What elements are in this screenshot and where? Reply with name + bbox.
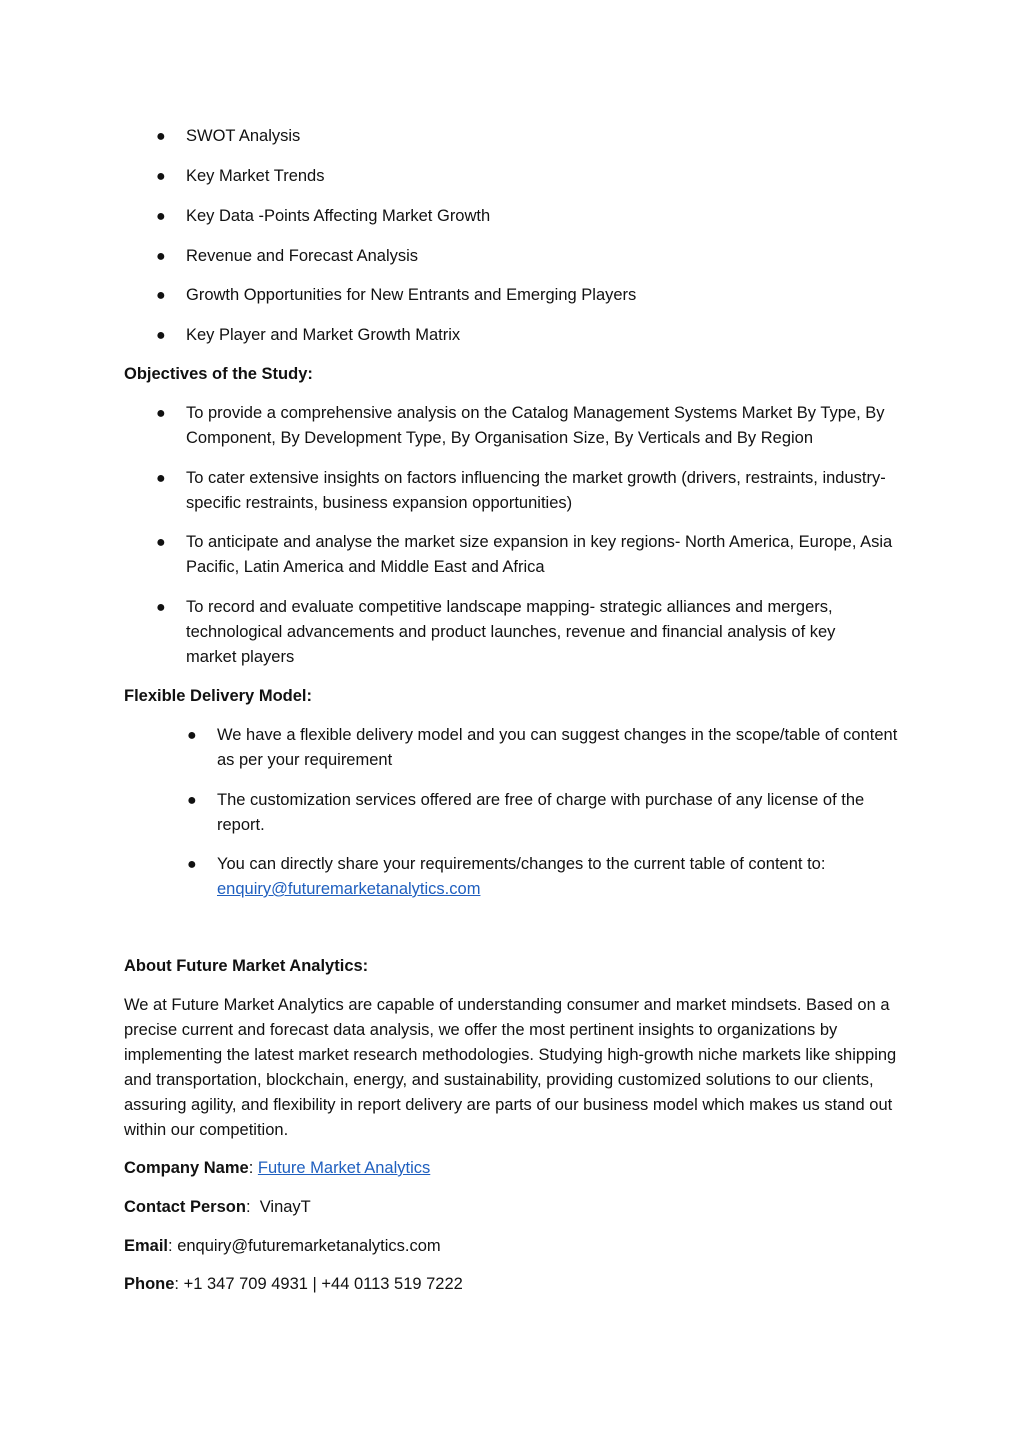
- contact-person-label: Contact Person: [124, 1198, 246, 1216]
- list-item-text: Revenue and Forecast Analysis: [186, 247, 419, 265]
- list-item: [187, 852, 857, 902]
- list-item: [156, 124, 906, 149]
- list-item-text: Key Data -Points Affecting Market Growth: [186, 207, 491, 225]
- email-line: Email: enquiry@futuremarketanalytics.com: [124, 1237, 441, 1255]
- list-item-text: To anticipate and analyse the market size expansion in key regions- North America, Europe, Asia Pacific, Latin America and Middle East and Africa: [186, 533, 893, 576]
- company-name-link[interactable]: Future Market Analytics: [257, 1159, 431, 1177]
- list-item-text: To record and evaluate competitive landscape mapping- strategic alliances and mergers, technological advancements and product launches, revenue and financial analysis of key market players: [186, 598, 836, 666]
- list-item: [156, 164, 906, 189]
- email-value: enquiry@futuremarketanalytics.com: [177, 1237, 441, 1255]
- bullet-icon: ●: [187, 792, 197, 809]
- list-item: [156, 204, 906, 229]
- phone-value: +1 347 709 4931 | +44 0113 519 7222: [183, 1275, 463, 1293]
- about-paragraph: We at Future Market Analytics are capable of understanding consumer and market mindsets. Based on a precise current and forecast data analysis, we offer the most pertinent insights to organizations by implementing the latest market research methodologies. Studying high-growth niche markets like shipping and transportation, blockchain, energy, and sustainability, providing customized solutions to our clients, assuring agility, and flexibility in report delivery are parts of our business model which makes us stand out within our competition.: [124, 996, 897, 1139]
- company-name-label: Company Name: [124, 1159, 249, 1177]
- about-heading: About Future Market Analytics:: [124, 957, 369, 975]
- phone-line: Phone: +1 347 709 4931 | +44 0113 519 7222: [124, 1275, 463, 1293]
- bullet-icon: ●: [156, 405, 166, 422]
- list-item-text: Key Market Trends: [186, 167, 325, 185]
- list-item: [156, 283, 906, 308]
- list-item: [156, 595, 886, 670]
- list-item-text: Growth Opportunities for New Entrants and Emerging Players: [186, 286, 637, 304]
- list-item-text: SWOT Analysis: [186, 127, 301, 145]
- delivery-heading: Flexible Delivery Model:: [124, 687, 312, 705]
- contact-person-value: VinayT: [259, 1198, 311, 1216]
- list-item-text: Key Player and Market Growth Matrix: [186, 326, 461, 344]
- bullet-icon: ●: [187, 856, 197, 873]
- list-item-text: We have a flexible delivery model and you can suggest changes in the scope/table of content as per your requirement: [217, 726, 898, 769]
- bullet-icon: ●: [156, 128, 166, 145]
- phone-label: Phone: [124, 1275, 175, 1293]
- list-item: [187, 723, 907, 773]
- bullet-icon: ●: [156, 208, 166, 225]
- list-item: [156, 244, 906, 269]
- list-item-text: The customization services offered are free of charge with purchase of any license of the report.: [217, 791, 865, 834]
- contact-person-line: Contact Person: VinayT: [124, 1198, 311, 1216]
- list-item-text: To provide a comprehensive analysis on the Catalog Management Systems Market By Type, By Component, By Development Type, By Organisation Size, By Verticals and By Region: [186, 404, 885, 447]
- bullet-icon: ●: [156, 248, 166, 265]
- bullet-icon: ●: [156, 287, 166, 304]
- objectives-heading: Objectives of the Study:: [124, 365, 313, 383]
- list-item: [156, 323, 906, 348]
- bullet-icon: ●: [156, 327, 166, 344]
- bullet-icon: ●: [187, 727, 197, 744]
- bullet-icon: ●: [156, 534, 166, 551]
- bullet-icon: ●: [156, 470, 166, 487]
- bullet-icon: ●: [156, 599, 166, 616]
- list-item: [156, 401, 906, 451]
- company-name-line: Company Name: Future Market Analytics: [124, 1159, 431, 1177]
- list-item: [156, 466, 886, 516]
- list-item: [156, 530, 896, 580]
- enquiry-email-link[interactable]: enquiry@futuremarketanalytics.com: [217, 880, 481, 898]
- list-item: [187, 788, 907, 838]
- email-label: Email: [124, 1237, 169, 1255]
- list-item-text: You can directly share your requirements/changes to the current table of content to:: [217, 855, 826, 873]
- list-item-text: To cater extensive insights on factors influencing the market growth (drivers, restraints, industry-specific restraints, business expansion opportunities): [186, 469, 886, 512]
- bullet-icon: ●: [156, 168, 166, 185]
